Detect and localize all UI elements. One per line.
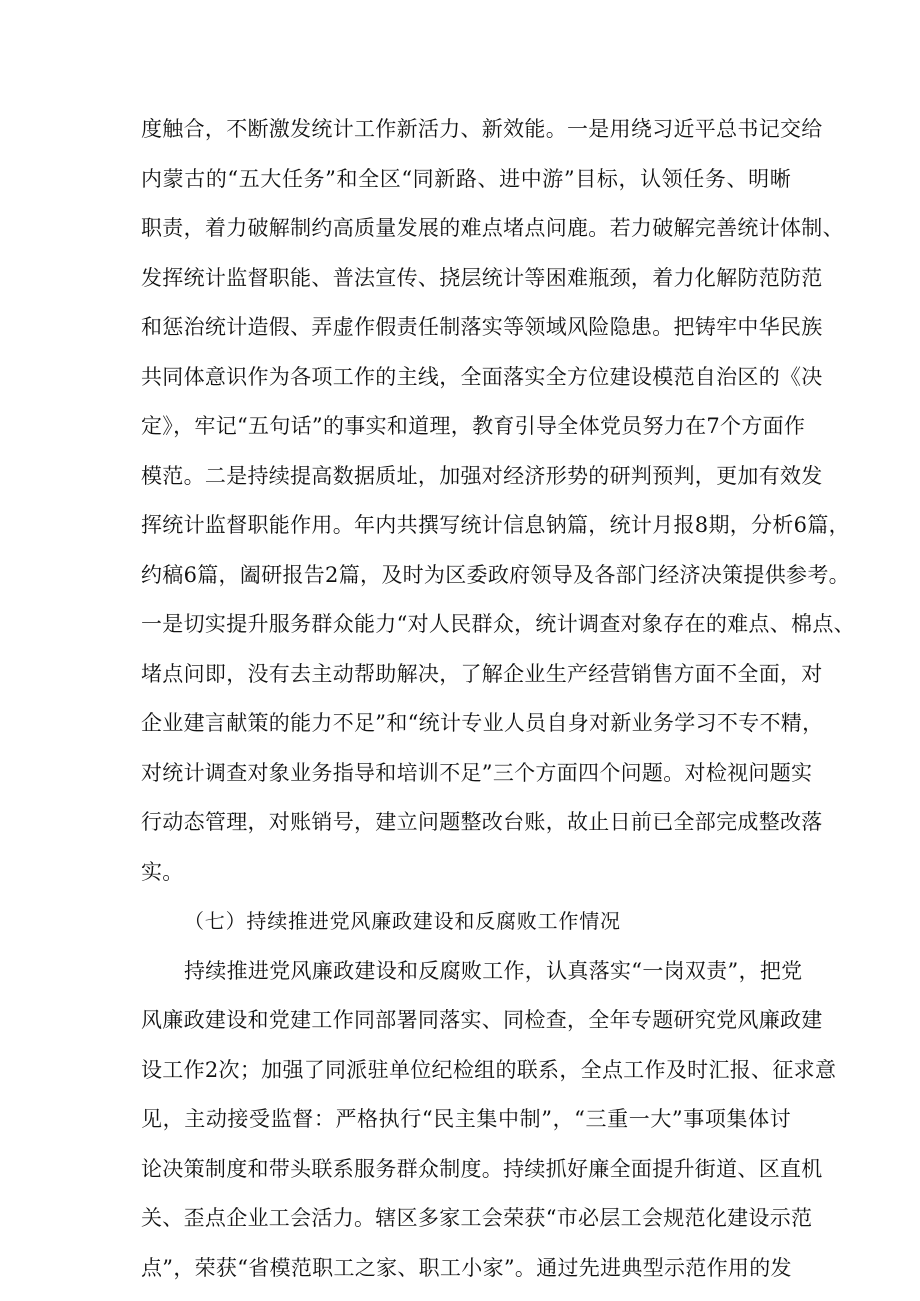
text-line: 挥统计监督职能作用。年内共撰写统计信息钠篇，统计月报8期，分析6篇， [141, 513, 850, 537]
text-line: 一是切实提升服务群众能力“对人民群众，统计调查对象存在的难点、棉点、 [141, 612, 855, 636]
text-line: 行动态管理，对账销号，建立问题整改台账，故止日前已全部完成整改落 [141, 810, 823, 834]
text-line: 共同体意识作为各项工作的主线，全面落实全方位建设模范自治区的《决 [141, 364, 823, 389]
text-line: 设工作2次；加强了同派驻单位纪检组的联系，全点工作及时汇报、征求意 [141, 1057, 837, 1082]
text-line: 对统计调查对象业务指导和培训不足”三个方面四个问题。对检视问题实 [141, 760, 813, 785]
text-line: 堵点问即，没有去主动帮助解决，了解企业生产经营销售方面不全面，对 [141, 661, 823, 686]
text-line: 点”，荣获“省模范职工之家、职工小家”。通过先进典型示范作用的发 [141, 1255, 792, 1280]
text-line: 持续推进党风廉政建设和反腐败工作，认真落实“一岗双责”，把党 [184, 958, 803, 983]
text-line: 度触合，不断激发统计工作新活力、新效能。一是用绕习近平总书记交给 [141, 117, 823, 141]
text-line: 职责，着力破解制约高质量发展的难点堵点问鹿。若力破解完善统计体制、 [141, 216, 844, 240]
text-line: 实。 [141, 859, 184, 884]
text-line: 模范。二是持续提高数据质址，加强对经济形势的研判预判，更加有效发 [141, 463, 823, 488]
text-line: 关、歪点企业工会活力。辖区多家工会荣获“市必层工会规范化建设示范 [141, 1206, 813, 1230]
text-line: 风廉政建设和党建工作同部署同落实、同检查，全年专题研究党风廉政建 [141, 1008, 823, 1032]
text-line: 企业建言献策的能力不足”和“统计专业人员自身对新业务学习不专不精， [141, 711, 824, 735]
text-line: 约稿6篇，阖研报告2篇，及时为区委政府领导及各部门经济决策提供参考。 [141, 562, 850, 587]
section-heading: （七）持续推进党风廉政建设和反腐败工作情况 [184, 909, 621, 933]
text-line: 见，主动接受监督：严格执行“民主集中制”，“三重一大”事项集体讨 [141, 1107, 791, 1131]
text-line: 和惩治统计造假、弄虚作假责任制落实等领域风险隐患。把铸牢中华民族 [141, 315, 823, 339]
text-line: 定》，牢记“五句话”的事实和道理，教育引导全体党员努力在7个方面作 [141, 414, 806, 438]
text-line: 论决策制度和带头联系服务群众制度。持续抓好廉全面提升街道、区直机 [141, 1156, 823, 1181]
text-line: 内蒙古的“五大任务”和全区“同新路、进中游”目标，认领任务、明晰 [141, 166, 791, 191]
text-line: 发挥统计监督职能、普法宣传、挠层统计等困难瓶颈，着力化解防范防范 [141, 265, 823, 290]
